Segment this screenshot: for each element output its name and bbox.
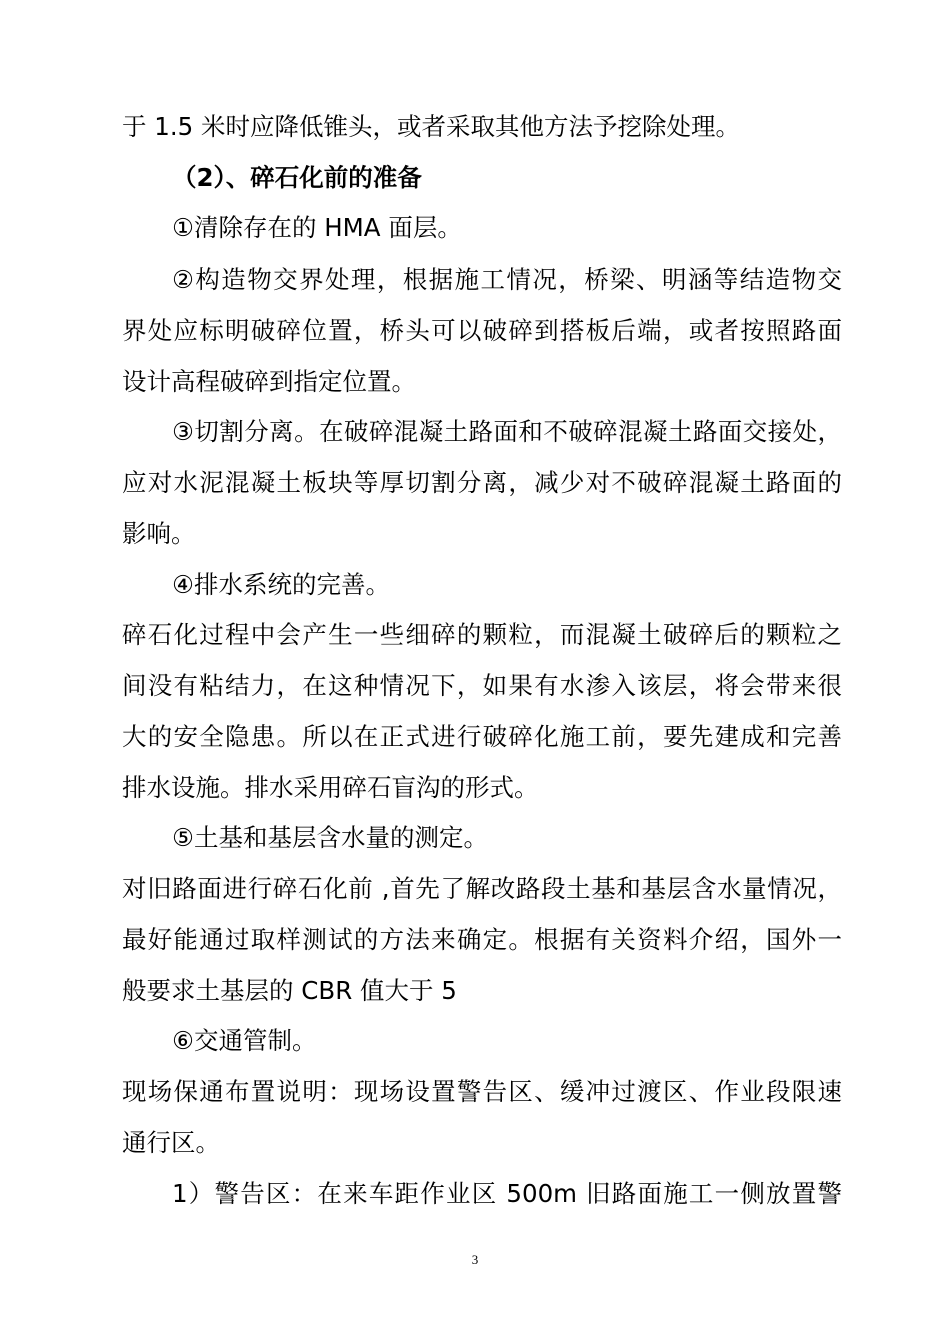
text-line: 通行区。 [122, 1128, 220, 1157]
list-item-heading: ⑤土基和基层含水量的测定。 [172, 823, 488, 852]
list-item-heading: 1）警告区：在来车距作业区 500m 旧路面施工一侧放置警 [172, 1179, 842, 1208]
text-line: 应对水泥混凝土板块等厚切割分离，减少对不破碎混凝土路面的 [122, 468, 842, 497]
text-line: 界处应标明破碎位置，桥头可以破碎到搭板后端，或者按照路面 [122, 316, 842, 345]
text-line: 排水设施。排水采用碎石盲沟的形式。 [122, 773, 539, 802]
list-item-heading: ⑥交通管制。 [172, 1026, 317, 1055]
text-line: 影响。 [122, 519, 196, 548]
page-number: 3 [471, 1252, 479, 1267]
text-line: 般要求土基层的 CBR 值大于 5 [122, 976, 457, 1005]
list-item-heading: ③切割分离。在破碎混凝土路面和不破碎混凝土路面交接处， [172, 417, 842, 446]
list-item-heading: ②构造物交界处理，根据施工情况，桥梁、明涵等结造物交 [172, 265, 842, 294]
section-heading: （2）、碎石化前的准备 [172, 163, 422, 192]
text-line: 设计高程破碎到指定位置。 [122, 367, 416, 396]
text-line: 大的安全隐患。所以在正式进行破碎化施工前，要先建成和完善 [122, 722, 842, 751]
text-line: 最好能通过取样测试的方法来确定。根据有关资料介绍，国外一 [122, 925, 842, 954]
text-line: 现场保通布置说明：现场设置警告区、缓冲过渡区、作业段限速 [122, 1077, 842, 1106]
list-item-heading: ④排水系统的完善。 [172, 570, 390, 599]
text-line: 于 1.5 米时应降低锥头，或者采取其他方法予挖除处理。 [122, 112, 741, 141]
text-line: 对旧路面进行碎石化前 ,首先了解改路段土基和基层含水量情况， [122, 874, 842, 903]
list-item-heading: ①清除存在的 HMA 面层。 [172, 213, 462, 242]
text-line: 间没有粘结力，在这种情况下，如果有水渗入该层，将会带来很 [122, 671, 842, 700]
text-line: 碎石化过程中会产生一些细碎的颗粒，而混凝土破碎后的颗粒之 [122, 620, 842, 649]
